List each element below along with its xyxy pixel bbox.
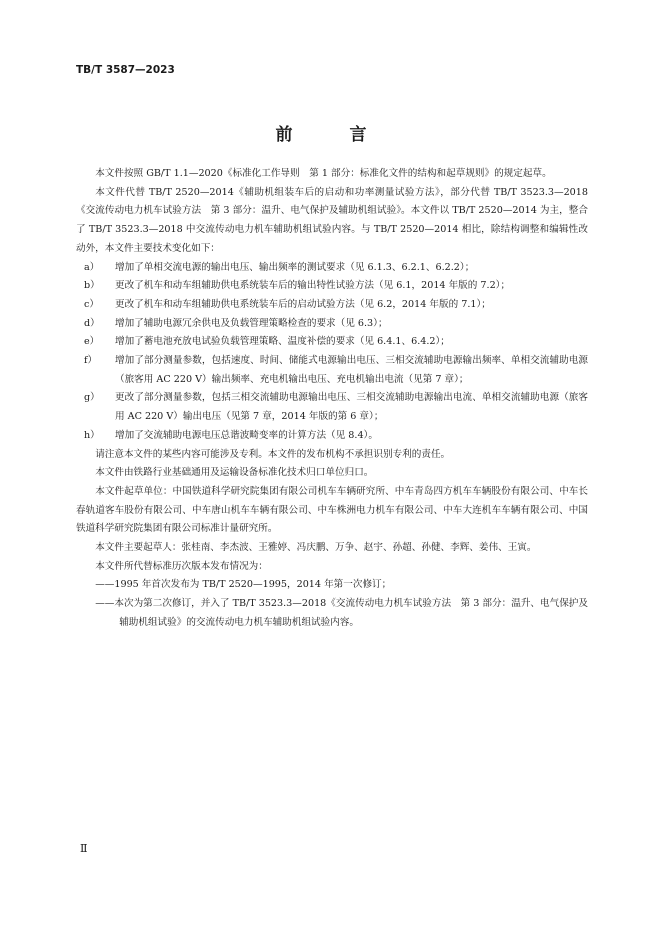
change-item-label: a） bbox=[84, 261, 100, 273]
change-item bbox=[76, 333, 588, 352]
change-item-label: g） bbox=[84, 392, 100, 404]
change-item-text: 增加了部分测量参数，包括速度、时间、储能式电源输出电压、三相交流辅助电源输出频率、单相交流辅助电源（旅客用 AC 220 V）输出频率、充电机输出电压、充电机输出电流（见第 7 章）； bbox=[115, 355, 588, 385]
change-item-label: f） bbox=[84, 355, 98, 367]
history-intro: 本文件所代替标准历次版本发布情况为： bbox=[95, 560, 268, 572]
foreword-body bbox=[76, 165, 588, 633]
drafters: 本文件主要起草人：张桂南、李杰波、王雅婷、冯庆鹏、万争、赵宇、孙超、孙健、李辉、姜伟、王寅。 bbox=[95, 542, 537, 554]
change-item bbox=[76, 259, 588, 278]
change-item-label: d） bbox=[84, 317, 100, 329]
page-title: 前 言 bbox=[275, 125, 387, 145]
change-item-label: b） bbox=[84, 280, 100, 292]
change-item-text: 更改了部分测量参数，包括三相交流辅助电源输出电压、三相交流辅助电源输出电流、单相交流辅助电源（旅客用 AC 220 V）输出电压（见第 7 章，2014 年版的第 6 章）； bbox=[115, 392, 588, 423]
history-item: ——1995 年首次发布为 TB/T 2520—1995，2014 年第一次修订； bbox=[95, 579, 392, 591]
page-number: Ⅱ bbox=[80, 842, 88, 855]
change-item-label: e） bbox=[84, 336, 100, 348]
change-item bbox=[76, 296, 588, 315]
change-item-text: 增加了蓄电池充放电试验负载管理策略、温度补偿的要求（见 6.4.1、6.4.2）； bbox=[115, 336, 450, 348]
change-item-text: 增加了单相交流电源的输出电压、输出频率的测试要求（见 6.1.3、6.2.1、6.2.2）； bbox=[115, 261, 475, 273]
change-item-text: 增加了交流辅助电源电压总谐波畸变率的计算方法（见 8.4）。 bbox=[115, 429, 378, 441]
change-item bbox=[76, 277, 588, 296]
change-item bbox=[76, 352, 588, 389]
document-code: TB/T 3587—2023 bbox=[76, 64, 175, 76]
drafting-organizations: 本文件起草单位：中国铁道科学研究院集团有限公司机车车辆研究所、中车青岛四方机车车辆股份有限公司、中车长春轨道客车股份有限公司、中车唐山机车车辆有限公司、中车株洲电力机车有限公司、中车大连机车车辆有限公司、中国铁道科学研究院集团有限公司标准计量研究所。 bbox=[76, 485, 588, 535]
change-item-label: h） bbox=[84, 429, 100, 441]
responsible-unit: 本文件由铁路行业基础通用及运输设备标准化技术归口单位归口。 bbox=[95, 467, 374, 479]
change-item-text: 更改了机车和动车组辅助供电系统装车后的输出特性试验方法（见 6.1，2014 年版的 7.2）； bbox=[115, 280, 511, 292]
change-item bbox=[76, 389, 588, 426]
patent-notice: 请注意本文件的某些内容可能涉及专利。本文件的发布机构不承担识别专利的责任。 bbox=[95, 448, 451, 460]
intro-paragraph: 本文件代替 TB/T 2520—2014《辅助机组装车后的启动和功率测量试验方法》，部分代替 TB/T 3523.3—2018《交流传动电力机车试验方法 第 3 部分：温升、电气保护及辅助机组试验》。本文件以 TB/T 2520—2014 为主，整合了 TB/T 3523.3—2018 中交流传动电力机车辅助机组试验内容。与 TB/T 2520—2014 相比，除结构调整和编辑性改动外，本文件主要技术变化如下： bbox=[76, 186, 588, 254]
intro-paragraph: 本文件按照 GB/T 1.1—2020《标准化工作导则 第 1 部分：标准化文件的结构和起草规则》的规定起草。 bbox=[95, 168, 552, 179]
change-item-label: c） bbox=[84, 298, 99, 310]
history-item: ——本次为第二次修订，并入了 TB/T 3523.3—2018《交流传动电力机车试验方法 第 3 部分：温升、电气保护及辅助机组试验》的交流传动电力机车辅助机组试验内容。 bbox=[95, 598, 588, 628]
change-item-text: 更改了机车和动车组辅助供电系统装车后的启动试验方法（见 6.2，2014 年版的 7.1）； bbox=[115, 298, 491, 310]
change-item-text: 增加了辅助电源冗余供电及负载管理策略检查的要求（见 6.3）； bbox=[115, 317, 388, 329]
change-item bbox=[76, 427, 588, 446]
change-item bbox=[76, 315, 588, 334]
